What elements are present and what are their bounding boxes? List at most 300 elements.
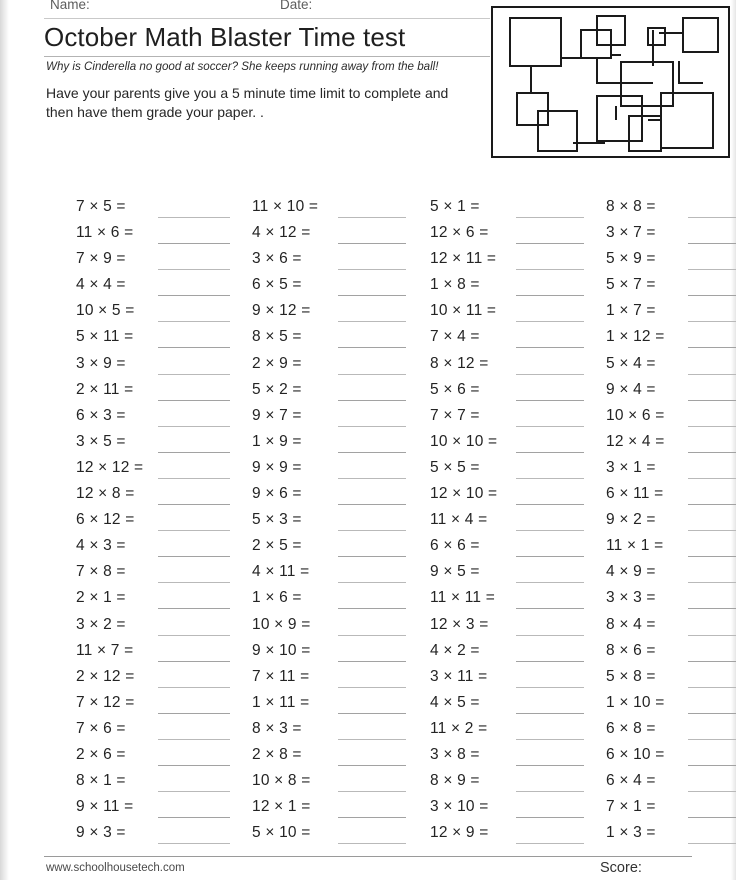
problem-row: [238, 405, 414, 431]
answer-blank[interactable]: [688, 217, 736, 218]
problem-row: [416, 431, 592, 457]
connected-boxes-doodle-icon: [491, 6, 730, 158]
answer-blank[interactable]: [688, 687, 736, 688]
answer-blank[interactable]: [516, 582, 584, 583]
problem-expression: 11 × 10 =: [252, 198, 319, 215]
answer-blank[interactable]: [338, 791, 406, 792]
answer-blank[interactable]: [516, 269, 584, 270]
problem-expression: 5 × 7 =: [606, 276, 656, 294]
answer-blank[interactable]: [338, 530, 406, 531]
joke-line: Why is Cinderella no good at soccer? She keeps running away from the ball!: [46, 60, 439, 73]
problem-expression: 2 × 12 =: [76, 667, 135, 685]
problem-expression: 12 × 9 =: [430, 824, 489, 842]
answer-blank[interactable]: [516, 739, 584, 740]
answer-blank[interactable]: [338, 556, 406, 557]
answer-blank[interactable]: [516, 765, 584, 766]
answer-blank[interactable]: [688, 582, 736, 583]
problem-row: [416, 561, 592, 587]
answer-blank[interactable]: [338, 478, 406, 479]
answer-blank[interactable]: [158, 243, 230, 244]
answer-blank[interactable]: [516, 452, 584, 453]
problem-expression: 11 × 11 =: [430, 589, 496, 607]
answer-blank[interactable]: [158, 269, 230, 270]
problem-row: [592, 379, 736, 405]
problem-expression: 1 × 11 =: [252, 693, 310, 711]
problem-row: [416, 274, 592, 300]
answer-blank[interactable]: [158, 843, 230, 844]
problem-row: [592, 718, 736, 744]
problem-row: [592, 483, 736, 509]
answer-blank[interactable]: [158, 347, 230, 348]
problem-row: [592, 535, 736, 561]
problem-row: [238, 640, 414, 666]
answer-blank[interactable]: [516, 530, 584, 531]
answer-blank[interactable]: [516, 400, 584, 401]
problem-expression: 6 × 6 =: [430, 537, 480, 555]
answer-blank[interactable]: [158, 426, 230, 427]
problem-expression: 9 × 9 =: [252, 458, 302, 476]
problem-expression: 4 × 12 =: [252, 224, 311, 242]
problem-row: [592, 692, 736, 718]
problem-row: [592, 796, 736, 822]
problem-row: [62, 614, 238, 640]
problem-row: [238, 326, 414, 352]
problem-expression: 7 × 12 =: [76, 693, 135, 711]
problem-expression: 7 × 11 =: [252, 667, 310, 685]
answer-blank[interactable]: [516, 608, 584, 609]
problem-expression: 11 × 4 =: [430, 511, 488, 529]
problem-expression: 6 × 8 =: [606, 719, 656, 737]
problem-expression: 6 × 11 =: [606, 485, 664, 503]
problem-expression: 6 × 3 =: [76, 406, 126, 424]
problem-row: [62, 666, 238, 692]
answer-blank[interactable]: [158, 400, 230, 401]
problem-row: [592, 822, 736, 848]
problem-row: [416, 796, 592, 822]
footer-website: www.schoolhousetech.com: [46, 862, 185, 874]
problem-row: [416, 509, 592, 535]
problem-expression: 12 × 10 =: [430, 485, 498, 503]
problem-row: [238, 248, 414, 274]
answer-blank[interactable]: [516, 347, 584, 348]
problem-expression: 8 × 3 =: [252, 719, 302, 737]
problem-row: [416, 744, 592, 770]
answer-blank[interactable]: [158, 661, 230, 662]
problem-expression: 10 × 10 =: [430, 432, 498, 450]
problem-row: [592, 300, 736, 326]
answer-blank[interactable]: [688, 739, 736, 740]
answer-blank[interactable]: [158, 217, 230, 218]
problem-row: [62, 248, 238, 274]
answer-blank[interactable]: [338, 295, 406, 296]
problem-row: [238, 300, 414, 326]
answer-blank[interactable]: [338, 452, 406, 453]
problem-expression: 3 × 8 =: [430, 745, 480, 763]
answer-blank[interactable]: [338, 582, 406, 583]
answer-blank[interactable]: [158, 530, 230, 531]
problem-row: [592, 405, 736, 431]
answer-blank[interactable]: [688, 426, 736, 427]
answer-blank[interactable]: [688, 791, 736, 792]
problem-row: [592, 353, 736, 379]
problem-row: [416, 614, 592, 640]
problem-expression: 3 × 3 =: [606, 589, 656, 607]
problem-expression: 2 × 9 =: [252, 354, 302, 372]
problem-expression: 8 × 1 =: [76, 772, 126, 790]
problem-row: [416, 640, 592, 666]
answer-blank[interactable]: [338, 400, 406, 401]
problem-row: [592, 509, 736, 535]
problem-expression: 1 × 12 =: [606, 328, 665, 346]
problem-expression: 8 × 8 =: [606, 198, 656, 215]
answer-blank[interactable]: [516, 426, 584, 427]
name-date-row: [44, 0, 490, 17]
problem-expression: 12 × 4 =: [606, 432, 665, 450]
problem-row: [62, 405, 238, 431]
problem-expression: 7 × 6 =: [76, 719, 126, 737]
answer-blank[interactable]: [158, 478, 230, 479]
problem-expression: 3 × 1 =: [606, 458, 656, 476]
problem-expression: 2 × 11 =: [76, 380, 134, 398]
problem-row: [416, 770, 592, 796]
problem-row: [238, 196, 414, 222]
problem-row: [238, 431, 414, 457]
page-title: October Math Blaster Time test: [44, 22, 406, 52]
problem-expression: 8 × 4 =: [606, 615, 656, 633]
problem-expression: 8 × 6 =: [606, 641, 656, 659]
problem-expression: 9 × 6 =: [252, 485, 302, 503]
problem-row: [238, 744, 414, 770]
problem-expression: 3 × 5 =: [76, 432, 126, 450]
problem-row: [62, 770, 238, 796]
answer-blank[interactable]: [338, 765, 406, 766]
problem-row: [238, 614, 414, 640]
answer-blank[interactable]: [688, 713, 736, 714]
answer-blank[interactable]: [338, 661, 406, 662]
problem-expression: 6 × 12 =: [76, 511, 135, 529]
problem-expression: 12 × 8 =: [76, 485, 135, 503]
answer-blank[interactable]: [338, 739, 406, 740]
problem-expression: 12 × 11 =: [430, 250, 497, 268]
problem-row: [238, 222, 414, 248]
answer-blank[interactable]: [688, 817, 736, 818]
answer-blank[interactable]: [158, 791, 230, 792]
answer-blank[interactable]: [688, 269, 736, 270]
problem-row: [62, 822, 238, 848]
answer-blank[interactable]: [158, 582, 230, 583]
answer-blank[interactable]: [516, 661, 584, 662]
answer-blank[interactable]: [516, 295, 584, 296]
scan-edge-shadow-left: [0, 0, 9, 880]
header-divider-top: [44, 18, 490, 19]
answer-blank[interactable]: [158, 608, 230, 609]
answer-blank[interactable]: [688, 400, 736, 401]
problem-row: [238, 822, 414, 848]
problem-expression: 8 × 12 =: [430, 354, 489, 372]
answer-blank[interactable]: [338, 687, 406, 688]
answer-blank[interactable]: [158, 635, 230, 636]
problem-row: [416, 222, 592, 248]
answer-blank[interactable]: [688, 374, 736, 375]
problem-expression: 2 × 8 =: [252, 745, 302, 763]
problem-row: [592, 222, 736, 248]
problem-row: [592, 640, 736, 666]
answer-blank[interactable]: [516, 843, 584, 844]
problem-row: [592, 196, 736, 222]
answer-blank[interactable]: [338, 817, 406, 818]
answer-blank[interactable]: [338, 347, 406, 348]
answer-blank[interactable]: [338, 843, 406, 844]
problem-row: [416, 483, 592, 509]
problem-expression: 3 × 10 =: [430, 798, 489, 816]
problem-expression: 5 × 10 =: [252, 824, 311, 842]
problem-expression: 5 × 4 =: [606, 354, 656, 372]
problem-row: [62, 326, 238, 352]
problem-row: [592, 614, 736, 640]
answer-blank[interactable]: [688, 530, 736, 531]
answer-blank[interactable]: [516, 478, 584, 479]
problem-expression: 2 × 5 =: [252, 537, 302, 555]
problem-expression: 6 × 5 =: [252, 276, 302, 294]
problem-row: [62, 535, 238, 561]
answer-blank[interactable]: [516, 791, 584, 792]
problem-expression: 8 × 9 =: [430, 772, 480, 790]
problem-row: [62, 640, 238, 666]
problem-expression: 10 × 9 =: [252, 615, 311, 633]
problem-expression: 9 × 10 =: [252, 641, 311, 659]
answer-blank[interactable]: [158, 374, 230, 375]
problem-row: [62, 692, 238, 718]
answer-blank[interactable]: [688, 556, 736, 557]
problem-expression: 5 × 2 =: [252, 380, 302, 398]
problem-row: [592, 248, 736, 274]
answer-blank[interactable]: [338, 504, 406, 505]
problem-row: [416, 379, 592, 405]
problem-expression: 10 × 5 =: [76, 302, 135, 320]
answer-blank[interactable]: [516, 374, 584, 375]
problem-row: [592, 666, 736, 692]
problem-row: [62, 222, 238, 248]
problem-row: [62, 796, 238, 822]
problem-row: [592, 744, 736, 770]
answer-blank[interactable]: [338, 217, 406, 218]
problem-expression: 12 × 1 =: [252, 798, 311, 816]
answer-blank[interactable]: [158, 452, 230, 453]
problem-expression: 11 × 2 =: [430, 719, 488, 737]
problem-expression: 9 × 7 =: [252, 406, 302, 424]
answer-blank[interactable]: [688, 765, 736, 766]
problem-expression: 9 × 11 =: [76, 798, 134, 816]
problem-expression: 10 × 6 =: [606, 406, 665, 424]
problem-row: [416, 326, 592, 352]
problem-expression: 7 × 1 =: [606, 798, 656, 816]
answer-blank[interactable]: [688, 661, 736, 662]
answer-blank[interactable]: [516, 556, 584, 557]
problem-expression: 1 × 3 =: [606, 824, 656, 842]
problem-row: [238, 561, 414, 587]
answer-blank[interactable]: [338, 426, 406, 427]
answer-blank[interactable]: [688, 843, 736, 844]
problem-row: [62, 300, 238, 326]
problem-expression: 3 × 6 =: [252, 250, 302, 268]
problem-expression: 4 × 3 =: [76, 537, 126, 555]
answer-blank[interactable]: [516, 713, 584, 714]
problem-expression: 7 × 4 =: [430, 328, 480, 346]
problem-row: [416, 535, 592, 561]
problem-expression: 10 × 8 =: [252, 772, 311, 790]
problem-row: [62, 561, 238, 587]
problem-row: [592, 770, 736, 796]
problem-expression: 4 × 9 =: [606, 563, 656, 581]
answer-blank[interactable]: [516, 635, 584, 636]
problem-expression: 5 × 1 =: [430, 198, 480, 215]
answer-blank[interactable]: [688, 243, 736, 244]
problem-row: [238, 666, 414, 692]
answer-blank[interactable]: [338, 608, 406, 609]
problem-row: [416, 300, 592, 326]
problem-row: [62, 274, 238, 300]
problem-expression: 11 × 6 =: [76, 224, 134, 242]
problem-row: [238, 692, 414, 718]
answer-blank[interactable]: [338, 374, 406, 375]
problem-expression: 3 × 2 =: [76, 615, 126, 633]
answer-blank[interactable]: [688, 635, 736, 636]
problem-row: [416, 587, 592, 613]
problem-expression: 1 × 9 =: [252, 432, 302, 450]
problem-expression: 9 × 4 =: [606, 380, 656, 398]
problem-row: [238, 718, 414, 744]
answer-blank[interactable]: [688, 608, 736, 609]
problem-expression: 4 × 11 =: [252, 563, 310, 581]
answer-blank[interactable]: [688, 295, 736, 296]
problem-row: [62, 457, 238, 483]
answer-blank[interactable]: [158, 556, 230, 557]
problem-row: [416, 196, 592, 222]
problem-row: [592, 326, 736, 352]
problem-row: [238, 274, 414, 300]
answer-blank[interactable]: [158, 817, 230, 818]
problem-expression: 3 × 9 =: [76, 354, 126, 372]
answer-blank[interactable]: [158, 321, 230, 322]
answer-blank[interactable]: [688, 452, 736, 453]
answer-blank[interactable]: [338, 635, 406, 636]
problem-column-3: [416, 196, 592, 848]
problem-row: [416, 248, 592, 274]
problem-row: [592, 274, 736, 300]
problem-expression: 9 × 3 =: [76, 824, 126, 842]
footer-divider: [44, 856, 692, 857]
answer-blank[interactable]: [158, 739, 230, 740]
title-divider: [44, 56, 490, 57]
answer-blank[interactable]: [516, 321, 584, 322]
problem-row: [238, 353, 414, 379]
problem-expression: 9 × 5 =: [430, 563, 480, 581]
answer-blank[interactable]: [516, 817, 584, 818]
answer-blank[interactable]: [338, 321, 406, 322]
problem-expression: 4 × 2 =: [430, 641, 480, 659]
answer-blank[interactable]: [516, 243, 584, 244]
answer-blank[interactable]: [158, 713, 230, 714]
answer-blank[interactable]: [338, 243, 406, 244]
problem-expression: 3 × 7 =: [606, 224, 656, 242]
problem-expression: 5 × 8 =: [606, 667, 656, 685]
problem-row: [238, 770, 414, 796]
problem-row: [238, 483, 414, 509]
problem-expression: 2 × 1 =: [76, 589, 126, 607]
problem-expression: 12 × 3 =: [430, 615, 489, 633]
problem-expression: 11 × 1 =: [606, 537, 664, 555]
problem-expression: 5 × 11 =: [76, 328, 134, 346]
problem-row: [62, 587, 238, 613]
answer-blank[interactable]: [516, 217, 584, 218]
problem-expression: 3 × 11 =: [430, 667, 488, 685]
problem-row: [416, 718, 592, 744]
problem-row: [62, 196, 238, 222]
answer-blank[interactable]: [688, 478, 736, 479]
answer-blank[interactable]: [158, 765, 230, 766]
problem-row: [238, 796, 414, 822]
problem-expression: 1 × 8 =: [430, 276, 480, 294]
problem-row: [62, 509, 238, 535]
problem-row: [416, 822, 592, 848]
answer-blank[interactable]: [688, 347, 736, 348]
problem-expression: 9 × 12 =: [252, 302, 311, 320]
problem-expression: 7 × 5 =: [76, 198, 126, 215]
answer-blank[interactable]: [158, 504, 230, 505]
problem-expression: 4 × 4 =: [76, 276, 126, 294]
problem-row: [238, 509, 414, 535]
problem-row: [238, 587, 414, 613]
problem-expression: 5 × 9 =: [606, 250, 656, 268]
problem-column-2: [238, 196, 414, 848]
answer-blank[interactable]: [516, 687, 584, 688]
problem-row: [592, 561, 736, 587]
answer-blank[interactable]: [158, 295, 230, 296]
problem-row: [416, 405, 592, 431]
problem-expression: 5 × 6 =: [430, 380, 480, 398]
problem-expression: 12 × 6 =: [430, 224, 489, 242]
problem-expression: 7 × 7 =: [430, 406, 480, 424]
problem-row: [592, 587, 736, 613]
problem-expression: 6 × 4 =: [606, 772, 656, 790]
problem-row: [238, 535, 414, 561]
answer-blank[interactable]: [688, 504, 736, 505]
answer-blank[interactable]: [158, 687, 230, 688]
problem-expression: 7 × 8 =: [76, 563, 126, 581]
problem-row: [592, 431, 736, 457]
problem-row: [416, 666, 592, 692]
problem-row: [238, 457, 414, 483]
problem-row: [62, 483, 238, 509]
answer-blank[interactable]: [338, 713, 406, 714]
answer-blank[interactable]: [338, 269, 406, 270]
problem-expression: 1 × 6 =: [252, 589, 302, 607]
problem-expression: 4 × 5 =: [430, 693, 480, 711]
problem-row: [62, 744, 238, 770]
problem-row: [62, 379, 238, 405]
problem-expression: 12 × 12 =: [76, 458, 144, 476]
problem-expression: 1 × 10 =: [606, 693, 665, 711]
problem-column-1: [62, 196, 238, 848]
answer-blank[interactable]: [516, 504, 584, 505]
instructions-text: Have your parents give you a 5 minute time limit to complete and then have them grade your paper. .: [46, 85, 449, 120]
answer-blank[interactable]: [688, 321, 736, 322]
problem-row: [62, 431, 238, 457]
problem-row: [416, 692, 592, 718]
problem-expression: 9 × 2 =: [606, 511, 656, 529]
problem-row: [238, 379, 414, 405]
problem-row: [62, 353, 238, 379]
